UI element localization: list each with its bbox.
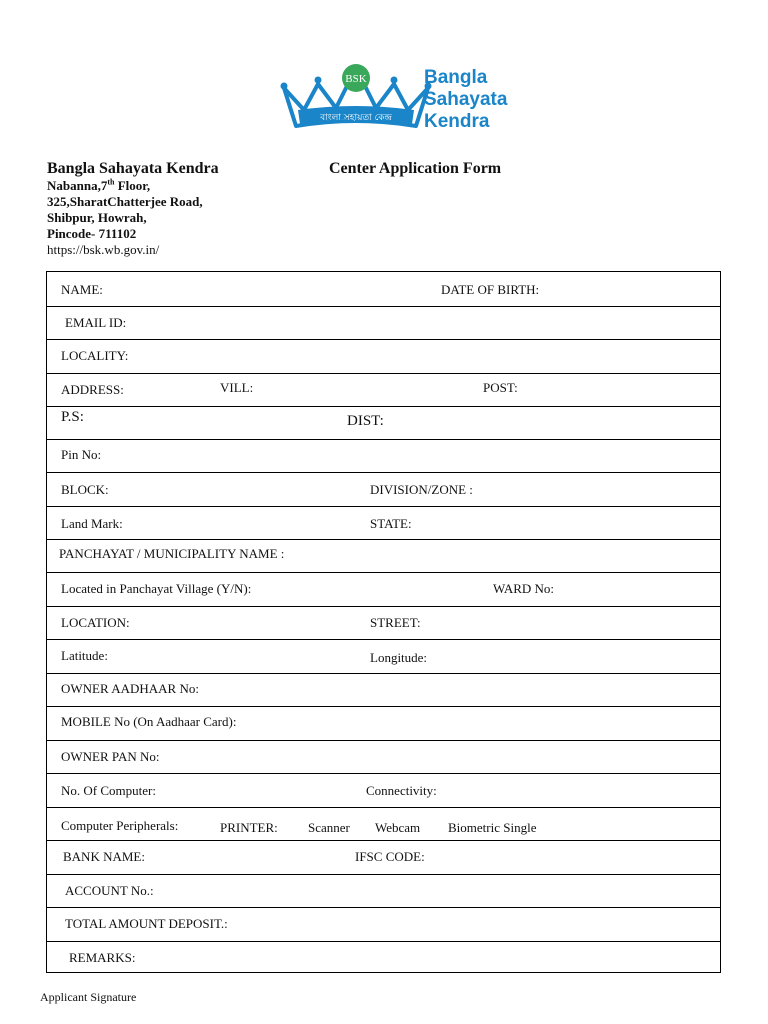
remarks-field[interactable]: REMARKS: <box>69 950 136 965</box>
row-block <box>47 472 720 507</box>
state-field[interactable]: STATE: <box>370 516 412 531</box>
panchayat-field[interactable]: PANCHAYAT / MUNICIPALITY NAME : <box>59 546 285 561</box>
email-field[interactable]: EMAIL ID: <box>65 315 127 330</box>
application-form-table <box>46 271 721 973</box>
address-line-4: Pincode- 711102 <box>47 226 137 241</box>
pin-field[interactable]: Pin No: <box>61 447 102 462</box>
connectivity-field[interactable]: Connectivity: <box>366 783 437 798</box>
division-field[interactable]: DIVISION/ZONE : <box>370 482 473 497</box>
row-locality <box>47 339 720 374</box>
address-line-3: Shibpur, Howrah, <box>47 210 147 225</box>
row-bank <box>47 840 720 875</box>
row-coordinates <box>47 639 720 674</box>
row-computers <box>47 773 720 808</box>
address-line-2: 325,SharatChatterjee Road, <box>47 194 203 209</box>
post-field[interactable]: POST: <box>483 380 518 395</box>
logo-bengali-text: বাংলা সহায়তা কেন্দ্র <box>320 113 392 123</box>
address-field[interactable]: ADDRESS: <box>61 382 124 397</box>
printer-option[interactable]: PRINTER: <box>220 820 278 835</box>
bank-name-field[interactable]: BANK NAME: <box>63 849 145 864</box>
street-field[interactable]: STREET: <box>370 615 421 630</box>
org-name: Bangla Sahayata Kendra <box>47 160 219 177</box>
row-deposit <box>47 907 720 942</box>
dist-field[interactable]: DIST: <box>347 413 384 429</box>
ps-field[interactable]: P.S: <box>61 409 84 425</box>
row-name <box>47 272 720 307</box>
logo-word-1: Bangla <box>424 67 488 88</box>
row-pin <box>47 439 720 473</box>
latitude-field[interactable]: Latitude: <box>61 648 108 663</box>
address-line-1: Nabanna,7th Floor, <box>47 177 151 193</box>
logo-word-3: Kendra <box>424 111 490 132</box>
row-address <box>47 373 720 407</box>
row-ps <box>47 406 720 440</box>
peripherals-label: Computer Peripherals: <box>61 818 179 833</box>
aadhaar-field[interactable]: OWNER AADHAAR No: <box>61 681 199 696</box>
account-field[interactable]: ACCOUNT No.: <box>65 883 154 898</box>
bsk-badge-icon <box>342 64 370 92</box>
form-title: Center Application Form <box>329 160 502 177</box>
row-panchayat <box>47 539 720 573</box>
pan-field[interactable]: OWNER PAN No: <box>61 749 160 764</box>
block-field[interactable]: BLOCK: <box>61 482 109 497</box>
website-link[interactable]: https://bsk.wb.gov.in/ <box>47 242 160 257</box>
dob-field[interactable]: DATE OF BIRTH: <box>441 282 540 297</box>
mobile-field[interactable]: MOBILE No (On Aadhaar Card): <box>61 714 237 729</box>
name-field[interactable]: NAME: <box>61 282 103 297</box>
logo-badge-text: BSK <box>345 73 367 85</box>
row-account <box>47 874 720 908</box>
location-field[interactable]: LOCATION: <box>61 615 130 630</box>
row-pan <box>47 740 720 774</box>
deposit-field[interactable]: TOTAL AMOUNT DEPOSIT.: <box>65 916 228 931</box>
locality-field[interactable]: LOCALITY: <box>61 348 129 363</box>
row-remarks <box>47 941 720 974</box>
row-email <box>47 306 720 340</box>
applicant-signature-label: Applicant Signature <box>40 990 137 1004</box>
vill-field[interactable]: VILL: <box>220 380 254 395</box>
longitude-field[interactable]: Longitude: <box>370 650 428 665</box>
webcam-option[interactable]: Webcam <box>375 820 421 835</box>
located-field[interactable]: Located in Panchayat Village (Y/N): <box>61 581 252 596</box>
row-mobile <box>47 706 720 741</box>
bsk-logo <box>278 58 528 138</box>
biometric-option[interactable]: Biometric Single <box>448 820 537 835</box>
computers-field[interactable]: No. Of Computer: <box>61 783 156 798</box>
ward-field[interactable]: WARD No: <box>493 581 555 596</box>
row-location <box>47 606 720 640</box>
scanner-option[interactable]: Scanner <box>308 820 350 835</box>
row-landmark <box>47 506 720 540</box>
ifsc-field[interactable]: IFSC CODE: <box>355 849 425 864</box>
landmark-field[interactable]: Land Mark: <box>61 516 123 531</box>
logo-word-2: Sahayata <box>424 89 508 110</box>
row-aadhaar <box>47 673 720 707</box>
row-peripherals <box>47 807 720 841</box>
row-located <box>47 572 720 607</box>
logo-wordmark <box>424 67 508 132</box>
